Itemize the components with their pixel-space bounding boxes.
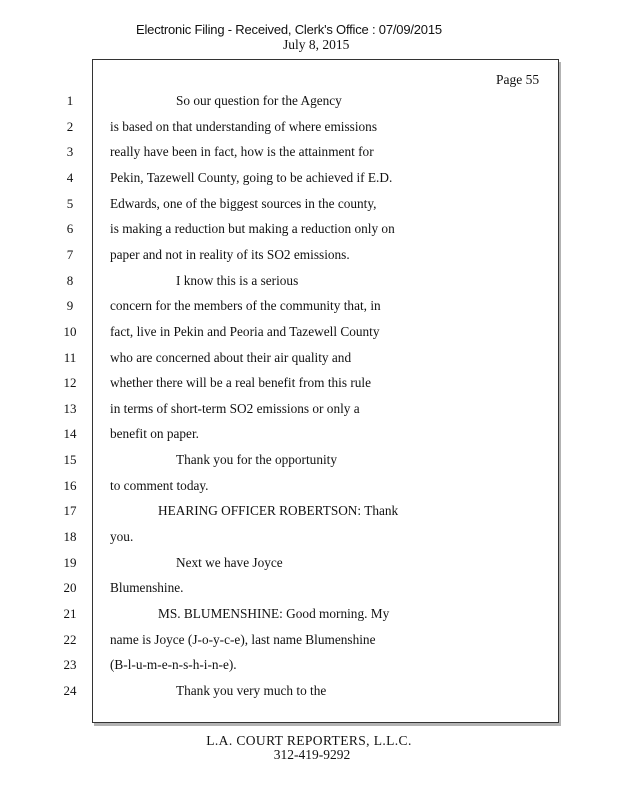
line-number: 3 [66, 144, 74, 159]
line-number: 20 [63, 580, 77, 595]
line-number: 16 [63, 478, 77, 493]
line-number: 2 [66, 119, 74, 134]
line-number: 23 [63, 657, 77, 672]
line-number: 9 [66, 298, 74, 313]
line-text: Edwards, one of the biggest sources in the county, [110, 196, 377, 211]
line-text: whether there will be a real benefit from this rule [110, 375, 372, 390]
line-number: 12 [63, 375, 77, 390]
line-text: Blumenshine. [110, 580, 184, 595]
line-number: 6 [66, 221, 74, 236]
filing-stamp: Electronic Filing - Received, Clerk's Office : 07/09/2015 [136, 22, 442, 37]
reporter-company: L.A. COURT REPORTERS, L.L.C. [206, 733, 412, 748]
line-number: 21 [63, 606, 77, 621]
line-text: Thank you very much to the [176, 683, 327, 698]
line-number: 13 [63, 401, 77, 416]
line-number: 5 [66, 196, 74, 211]
line-number: 22 [63, 632, 77, 647]
reporter-phone: 312-419-9292 [273, 747, 351, 762]
line-text: MS. BLUMENSHINE: Good morning. My [158, 606, 390, 621]
line-text: fact, live in Pekin and Peoria and Tazewell County [110, 324, 380, 339]
line-text: Pekin, Tazewell County, going to be achieved if E.D. [110, 170, 393, 185]
line-text: concern for the members of the community that, in [110, 298, 381, 313]
line-text: you. [110, 529, 134, 544]
transcript-date: July 8, 2015 [283, 37, 350, 52]
line-text: is based on that understanding of where emissions [110, 119, 377, 134]
page-number: Page 55 [496, 72, 540, 87]
line-text: in terms of short-term SO2 emissions or only a [110, 401, 360, 416]
line-text: really have been in fact, how is the attainment for [110, 144, 374, 159]
line-text: name is Joyce (J-o-y-c-e), last name Blumenshine [110, 632, 376, 647]
line-number: 8 [66, 273, 74, 288]
line-number: 4 [66, 170, 74, 185]
line-number: 17 [63, 503, 77, 518]
line-text: to comment today. [110, 478, 209, 493]
line-text: paper and not in reality of its SO2 emissions. [110, 247, 350, 262]
line-number: 24 [63, 683, 77, 698]
line-text: So our question for the Agency [176, 93, 342, 108]
line-number: 10 [63, 324, 77, 339]
line-number: 14 [63, 426, 77, 441]
line-number: 19 [63, 555, 77, 570]
line-text: who are concerned about their air quality and [110, 350, 352, 365]
line-number: 15 [63, 452, 77, 467]
line-number: 11 [63, 350, 77, 365]
line-text: benefit on paper. [110, 426, 199, 441]
line-number: 18 [63, 529, 77, 544]
line-text: (B-l-u-m-e-n-s-h-i-n-e). [110, 657, 237, 672]
line-text: Thank you for the opportunity [176, 452, 338, 467]
line-text: Next we have Joyce [176, 555, 283, 570]
line-text: is making a reduction but making a reduction only on [110, 221, 395, 236]
line-text: I know this is a serious [176, 273, 299, 288]
line-text: HEARING OFFICER ROBERTSON: Thank [158, 503, 399, 518]
line-number: 7 [66, 247, 74, 262]
line-number: 1 [66, 93, 74, 108]
